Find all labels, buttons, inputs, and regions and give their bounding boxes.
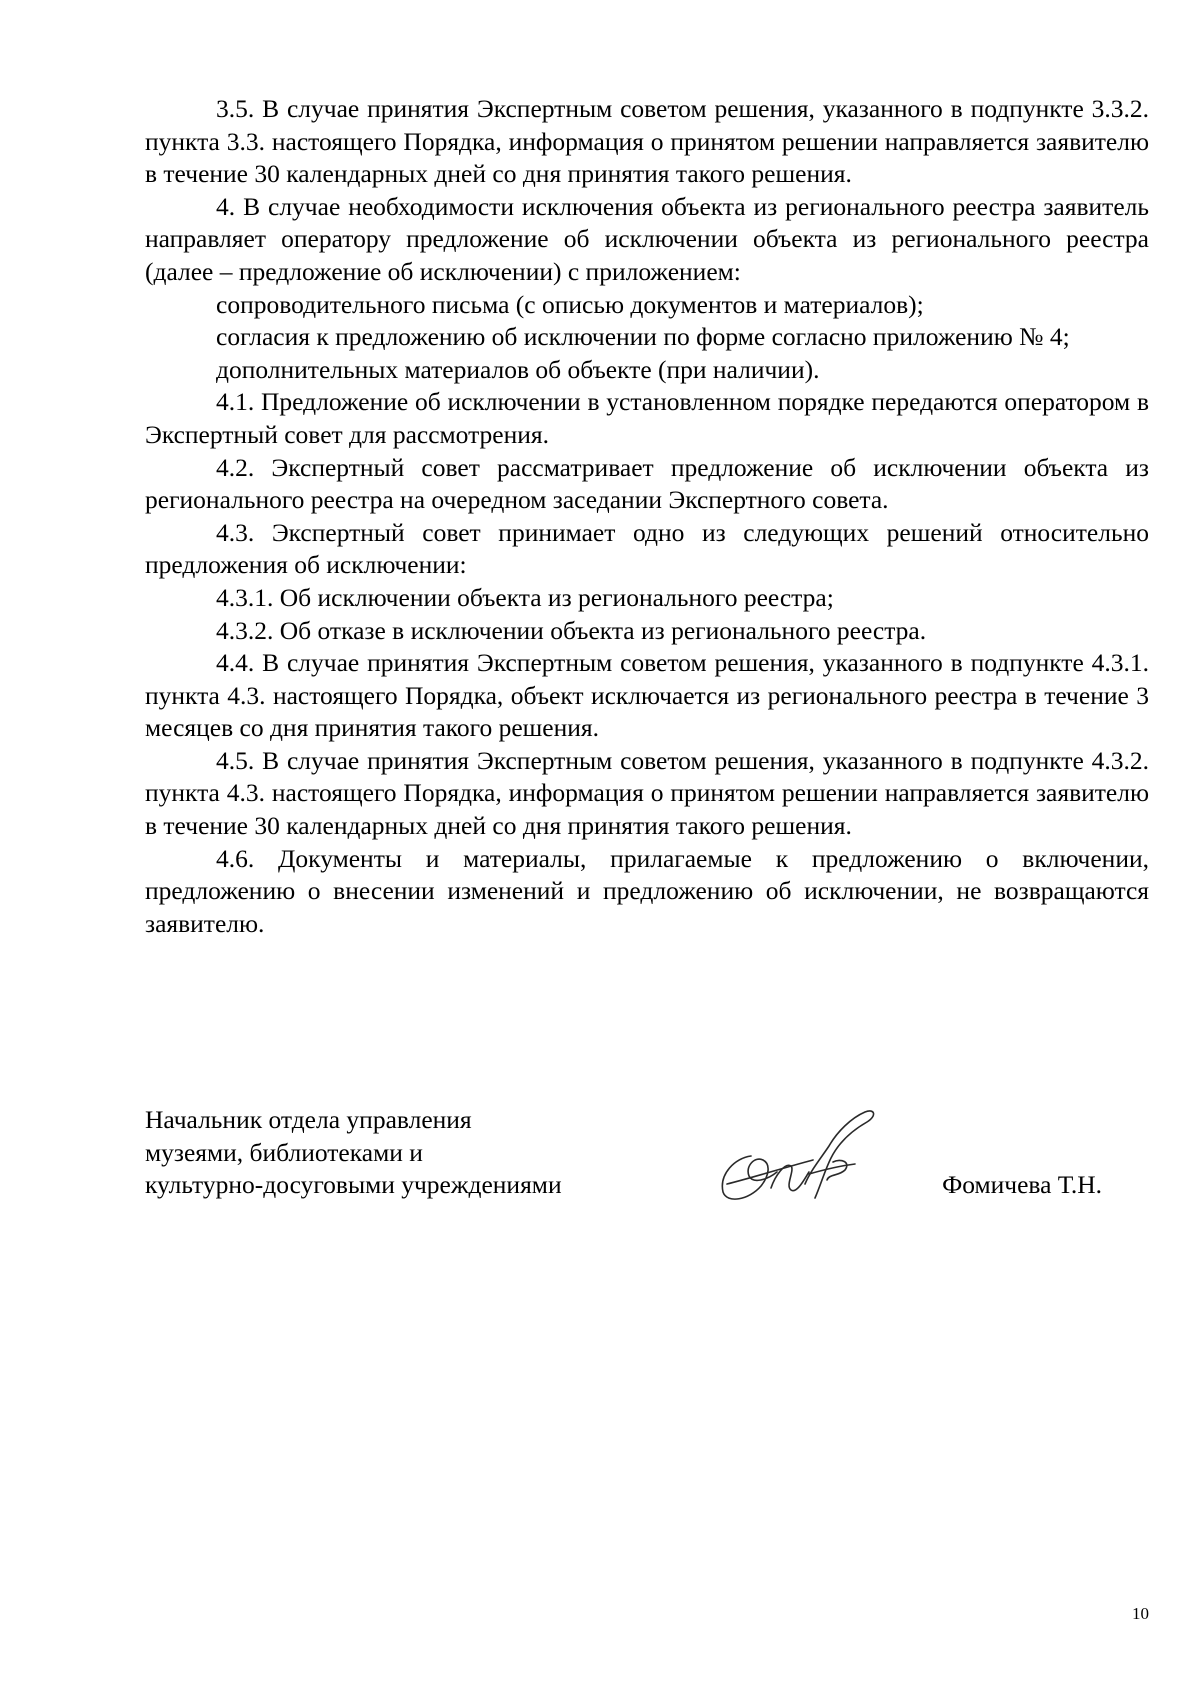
signer-name: Фомичева Т.Н. (942, 1170, 1102, 1199)
signer-title (145, 1104, 562, 1202)
paragraph-4-2: 4.2. Экспертный совет рассматривает предложение об исключении объекта из регионального реестра на очередном заседании Экспертного совета. (145, 452, 1149, 515)
paragraph-4-3-2: 4.3.2. Об отказе в исключении объекта из регионального реестра. (216, 615, 927, 645)
list-item-consent: согласия к предложению об исключении по форме согласно приложению № 4; (216, 322, 1070, 352)
document-body (145, 93, 1149, 940)
paragraph-4-3-1: 4.3.1. Об исключении объекта из регионального реестра; (216, 582, 834, 612)
signature-block (145, 1104, 1149, 1214)
list-item-cover-letter: сопроводительного письма (с описью документов и материалов); (216, 289, 924, 319)
list-item-additional-materials: дополнительных материалов об объекте (при наличии). (216, 354, 820, 384)
paragraph-3-5: 3.5. В случае принятия Экспертным советом решения, указанного в подпункте 3.3.2. пункта 3.3. настоящего Порядка, информация о принятом решении направляется заявителю в течение 30 календарных дней со дня принятия такого решения. (145, 94, 1149, 189)
paragraph-4-1: 4.1. Предложение об исключении в установленном порядке передаются оператором в Экспертный совет для рассмотрения. (145, 387, 1149, 449)
paragraph-4-3: 4.3. Экспертный совет принимает одно из следующих решений относительно предложения об исключении: (145, 517, 1149, 580)
paragraph-4-6: 4.6. Документы и материалы, прилагаемые к предложению о включении, предложению о внесении изменений и предложению об исключении, не возвращаются заявителю. (145, 843, 1149, 938)
signer-title-line: музеями, библиотеками и (145, 1137, 423, 1167)
page-number: 10 (1132, 1604, 1149, 1623)
paragraph-4-5: 4.5. В случае принятия Экспертным советом решения, указанного в подпункте 4.3.2. пункта 4.3. настоящего Порядка, информация о принятом решении направляется заявителю в течение 30 календарных дней со дня принятия такого решения. (145, 745, 1149, 841)
handwritten-signature (705, 1100, 885, 1210)
signer-title-line: культурно-досуговыми учреждениями (145, 1170, 562, 1200)
paragraph-4: 4. В случае необходимости исключения объекта из регионального реестра заявитель направляет оператору предложение об исключении объекта из регионального реестра (далее – предложение об исключении) с приложением: (145, 191, 1149, 286)
paragraph-4-4: 4.4. В случае принятия Экспертным советом решения, указанного в подпункте 4.3.1. пункта 4.3. настоящего Порядка, объект исключается из регионального реестра в течение 3 месяцев со дня принятия такого решения. (145, 648, 1149, 743)
signer-title-line: Начальник отдела управления (145, 1105, 472, 1134)
